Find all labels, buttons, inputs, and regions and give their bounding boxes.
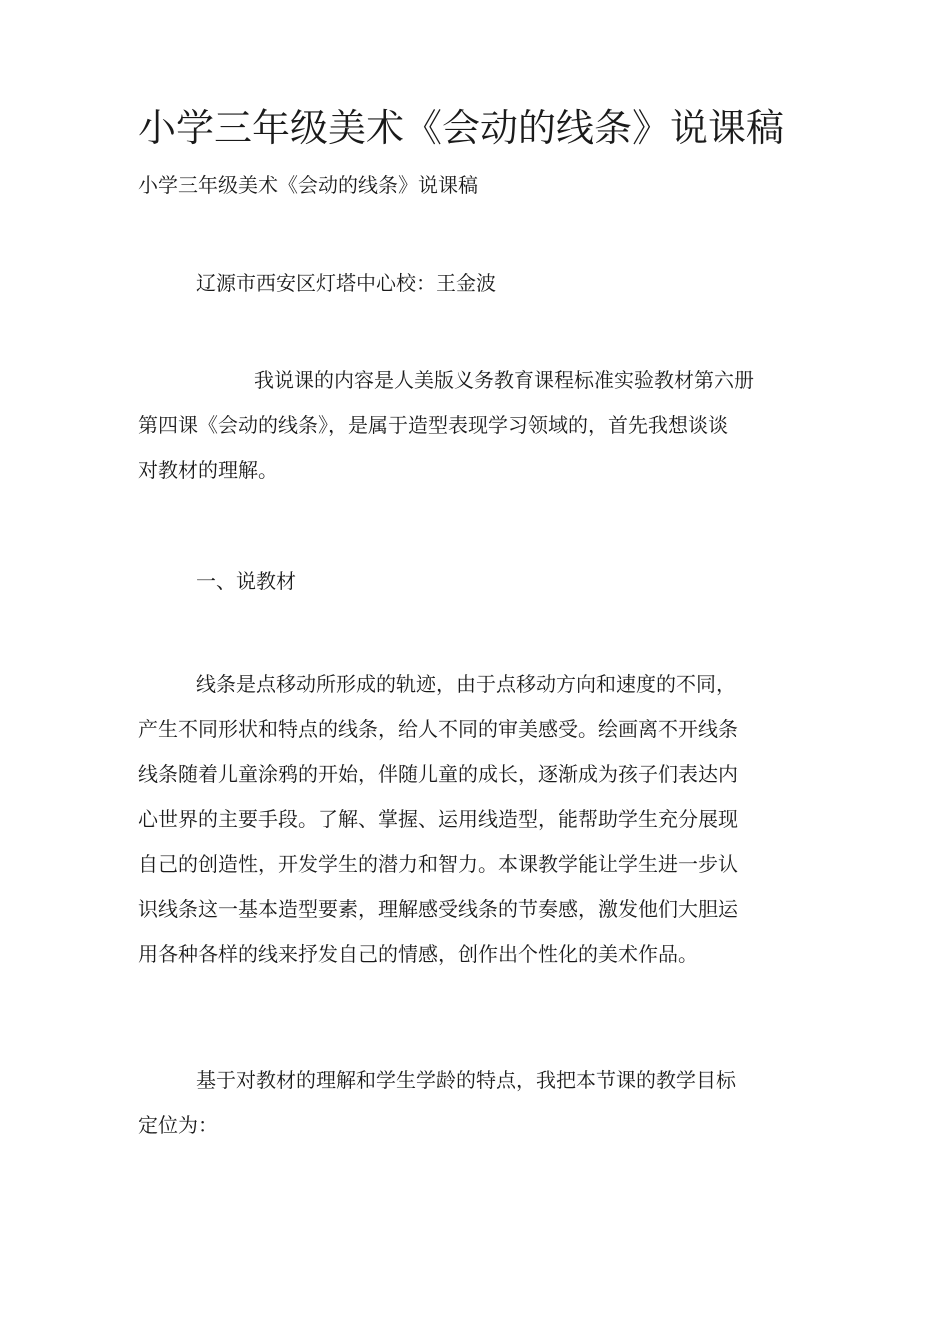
paragraph-line: 第四课《会动的线条》，是属于造型表现学习领域的，首先我想谈谈 <box>138 413 728 437</box>
body-paragraph-2 <box>138 1058 736 1148</box>
paragraph-line: 识线条这一基本造型要素，理解感受线条的节奏感，激发他们大胆运 <box>138 897 738 921</box>
body-paragraph-1 <box>138 662 738 977</box>
section-heading: 一、说教材 <box>196 569 296 593</box>
document-title: 小学三年级美术《会动的线条》说课稿 <box>138 106 785 150</box>
paragraph-line: 基于对教材的理解和学生学龄的特点，我把本节课的教学目标 <box>196 1068 736 1092</box>
paragraph-line: 定位为： <box>138 1113 218 1137</box>
document-subtitle: 小学三年级美术《会动的线条》说课稿 <box>138 173 478 197</box>
paragraph-line: 对教材的理解。 <box>138 458 278 482</box>
paragraph-line: 自己的创造性，开发学生的潜力和智力。本课教学能让学生进一步认 <box>138 852 738 876</box>
paragraph-line: 产生不同形状和特点的线条，给人不同的审美感受。绘画离不开线条 <box>138 717 738 741</box>
paragraph-line: 线条随着儿童涂鸦的开始，伴随儿童的成长，逐渐成为孩子们表达内 <box>138 762 738 786</box>
author-line: 辽源市西安区灯塔中心校：王金波 <box>196 271 496 295</box>
paragraph-line: 用各种各样的线来抒发自己的情感，创作出个性化的美术作品。 <box>138 942 698 966</box>
paragraph-line: 线条是点移动所形成的轨迹，由于点移动方向和速度的不同， <box>196 672 736 696</box>
paragraph-line: 我说课的内容是人美版义务教育课程标准实验教材第六册 <box>254 368 754 392</box>
paragraph-line: 心世界的主要手段。了解、掌握、运用线造型，能帮助学生充分展现 <box>138 807 738 831</box>
intro-paragraph <box>138 358 754 493</box>
